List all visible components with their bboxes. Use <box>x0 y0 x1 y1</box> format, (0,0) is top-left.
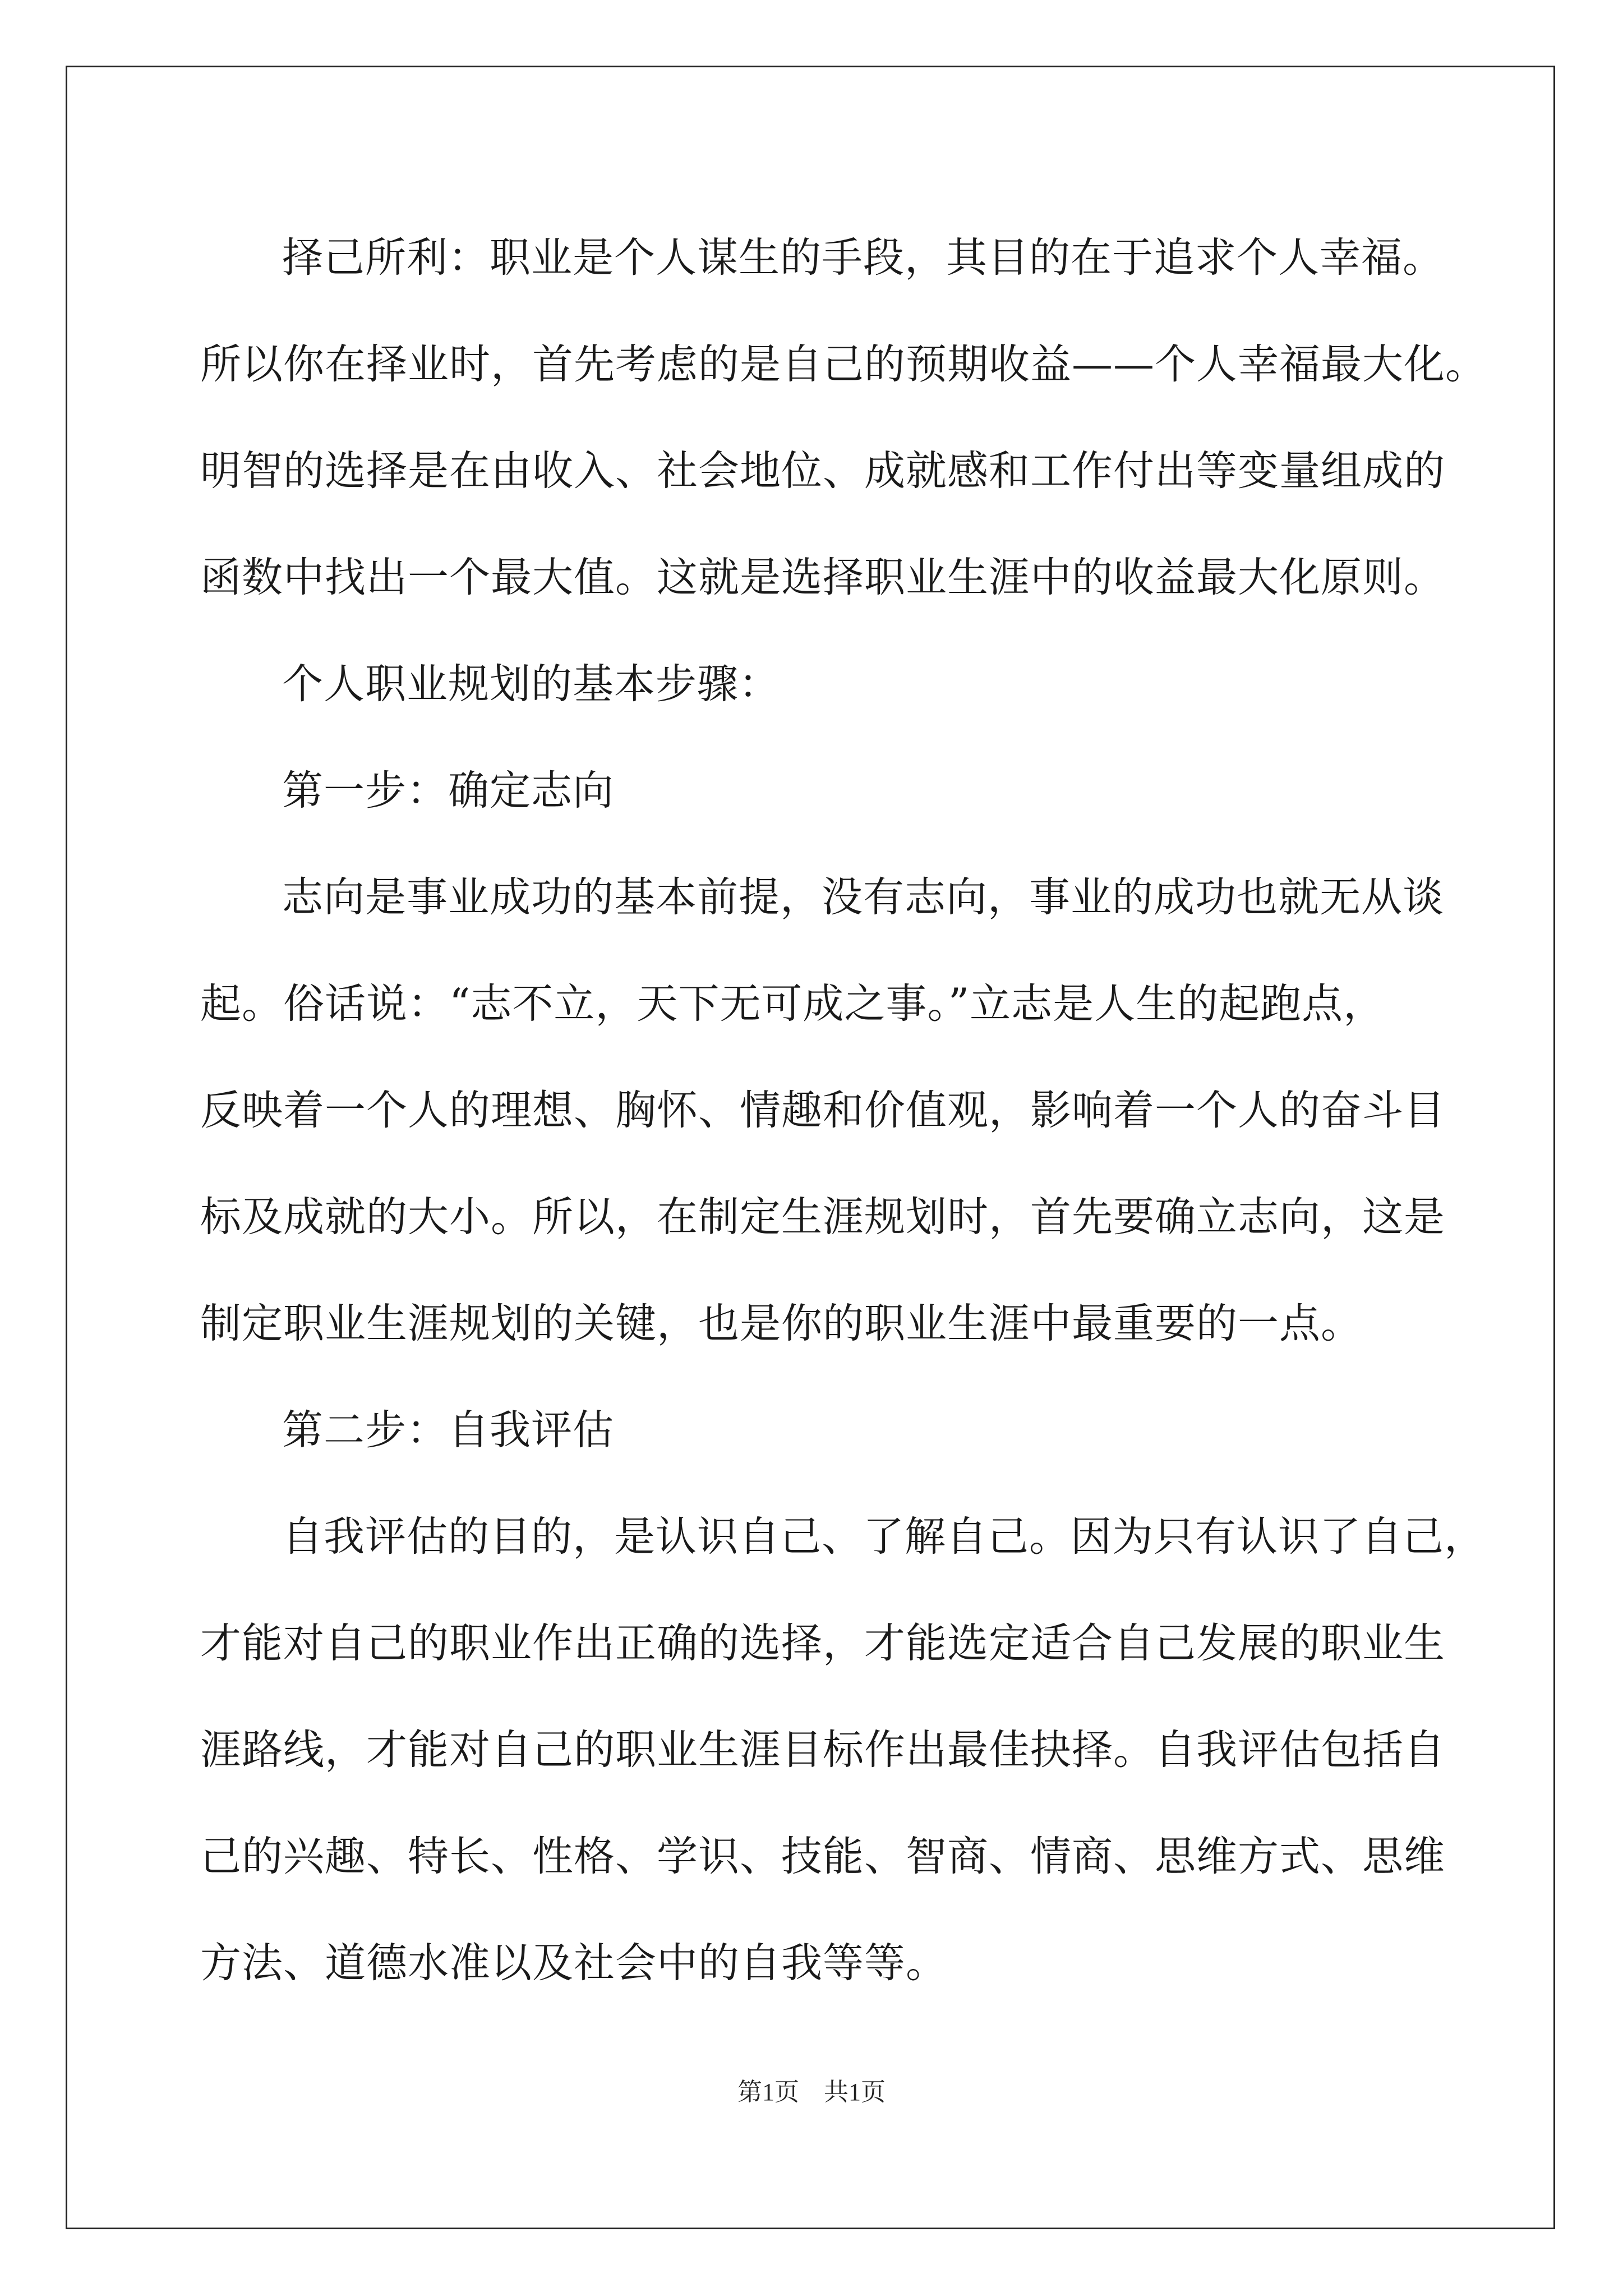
paragraph-line: 方法、道德水准以及社会中的自我等等。 <box>200 1939 947 1987</box>
paragraph-line: 涯路线，才能对自己的职业生涯目标作出最佳抉择。自我评估包括自 <box>200 1726 1445 1774</box>
paragraph-line: 己的兴趣、特长、性格、学识、技能、智商、情商、思维方式、思维 <box>200 1833 1445 1880</box>
paragraph-line: 起。俗话说：“志不立，天下无可成之事。”立志是人生的起跑点， <box>200 980 1385 1028</box>
paragraph-line: 函数中找出一个最大值。这就是选择职业生涯中的收益最大化原则。 <box>200 554 1445 601</box>
paragraph-line: 自我评估的目的，是认识自己、了解自己。因为只有认识了自己， <box>282 1513 1486 1561</box>
paragraph-line: 所以你在择业时，首先考虑的是自己的预期收益——个人幸福最大化。 <box>200 341 1487 388</box>
step-heading: 第一步：确定志向 <box>282 767 614 815</box>
paragraph-line: 制定职业生涯规划的关键，也是你的职业生涯中最重要的一点。 <box>200 1300 1362 1347</box>
paragraph-line: 反映着一个人的理想、胸怀、情趣和价值观，影响着一个人的奋斗目 <box>200 1087 1445 1134</box>
paragraph-line: 志向是事业成功的基本前提，没有志向，事业的成功也就无从谈 <box>282 873 1444 921</box>
step-heading: 第二步：自我评估 <box>282 1406 614 1454</box>
section-heading: 个人职业规划的基本步骤： <box>282 660 780 708</box>
paragraph-line: 才能对自己的职业作出正确的选择，才能选定适合自己发展的职业生 <box>200 1619 1445 1667</box>
paragraph-line: 标及成就的大小。所以，在制定生涯规划时，首先要确立志向，这是 <box>200 1193 1445 1241</box>
document-body <box>200 205 1487 2017</box>
paragraph-line: 明智的选择是在由收入、社会地位、成就感和工作付出等变量组成的 <box>200 447 1445 495</box>
paragraph-line: 择己所利：职业是个人谋生的手段，其目的在于追求个人幸福。 <box>282 234 1444 282</box>
page-footer: 第1页 共1页 <box>737 2078 886 2106</box>
